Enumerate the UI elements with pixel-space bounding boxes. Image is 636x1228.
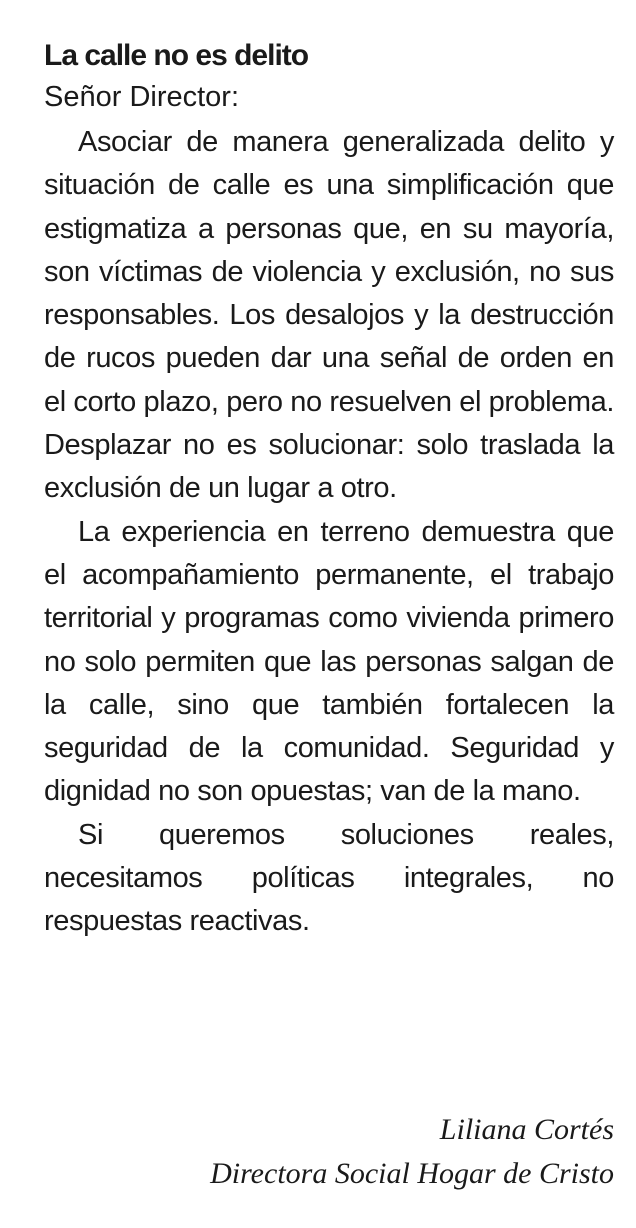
letter-signature	[210, 1108, 614, 1196]
signature-title: Directora Social Hogar de Cristo	[210, 1157, 614, 1190]
letter-to-editor	[44, 34, 614, 944]
letter-headline: La calle no es delito	[44, 39, 309, 72]
letter-paragraph-1: Asociar de manera generalizada delito y situación de calle es una simplificación que estigmatiza a personas que, en su mayoría, son víctimas de violencia y exclusión, no sus responsables. Los desalojos y la destrucción de rucos pueden dar una señal de orden en el corto plazo, pero no resuelven el problema. Desplazar no es solucionar: solo traslada la exclusión de un lugar a otro.	[44, 126, 614, 505]
letter-salutation: Señor Director:	[44, 81, 240, 113]
signature-name: Liliana Cortés	[439, 1113, 614, 1146]
letter-paragraph-3: Si queremos soluciones reales, necesitamos políticas integrales, no respuestas reactivas.	[44, 818, 614, 938]
letter-paragraph-2: La experiencia en terreno demuestra que el acompañamiento permanente, el trabajo territorial y programas como vivienda primero no solo permiten que las personas salgan de la calle, sino que también fortalecen la seguridad de la comunidad. Seguridad y dignidad no son opuestas; van de la mano.	[44, 515, 614, 808]
